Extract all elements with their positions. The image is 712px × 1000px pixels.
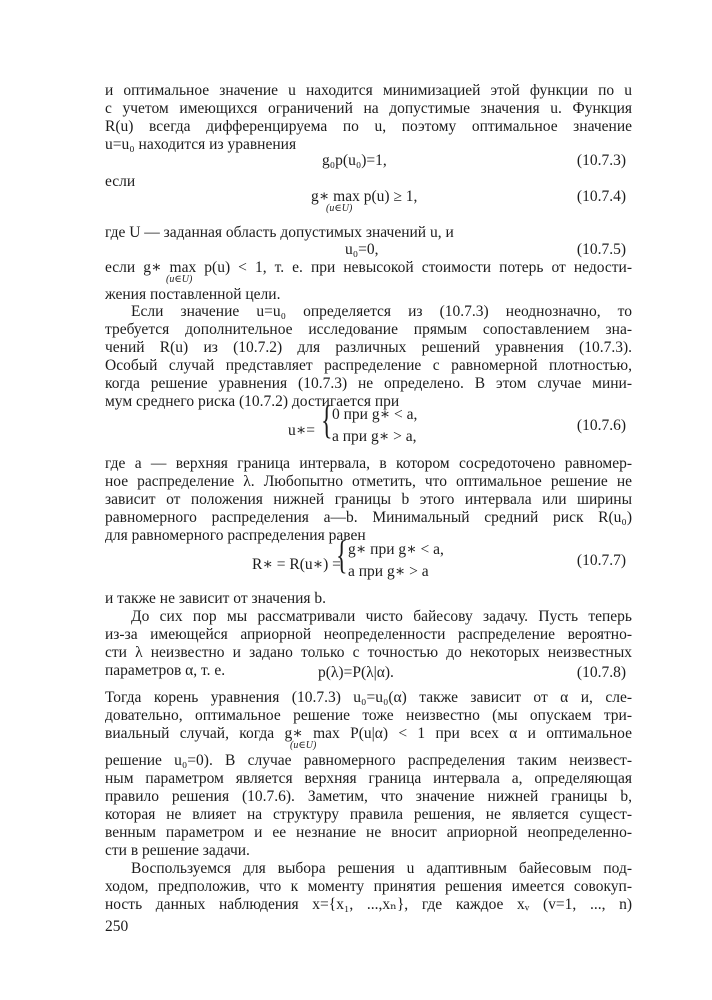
equation-10-7-5: u₀=0, [345, 241, 379, 258]
text-line: Если значение u=u₀ определяется из (10.7.3) неоднозначно, то [131, 303, 632, 320]
text-line: и оптимальное значение u находится минимизацией этой функции по u [105, 82, 632, 99]
brace-symbol: { [321, 397, 333, 442]
text-line: зависит от положения нижней границы b этого интервала или ширины [105, 491, 632, 508]
equation-10-7-8: p(λ)=P(λ|α). [318, 664, 394, 681]
text-line: правило решения (10.7.6). Заметим, что значение нижней границы b, [105, 788, 632, 805]
text-line: Тогда корень уравнения (10.7.3) u₀=u₀(α) также зависит от α и, сле- [105, 689, 632, 706]
text-line: мум среднего риска (10.7.2) достигается при [105, 393, 400, 410]
text-line: сти λ неизвестно и задано только с точностью до некоторых неизвестных [105, 644, 632, 661]
text-line: ходом, предположив, что к моменту принятия решения имеется совокуп- [105, 878, 632, 895]
text-line: из-за имеющейся априорной неопределенности распределение вероятно- [105, 626, 632, 643]
equation-number: (10.7.8) [576, 664, 626, 681]
text-line: Воспользуемся для выбора решения u адаптивным байесовым под- [131, 860, 632, 877]
equation-subscript: (u∈U) [166, 274, 193, 285]
equation-case: a при g∗ > a [348, 563, 429, 580]
text-line: когда решение уравнения (10.7.3) не определено. В этом случае мини- [105, 375, 632, 392]
equation-case: g∗ при g∗ < a, [348, 541, 444, 558]
text-line: u=u₀ находится из уравнения [105, 136, 297, 153]
text-line: До сих пор мы рассматривали чисто байесову задачу. Пусть теперь [131, 608, 632, 625]
page-number: 250 [105, 918, 129, 935]
text-line: Особый случай представляет распределение с равномерной плотностью, [105, 357, 632, 374]
text-line: требуется дополнительное исследование прямым сопоставлением зна- [105, 321, 632, 338]
equation-number: (10.7.3) [576, 152, 626, 169]
text-line: сти в решение задачи. [105, 842, 250, 859]
text-line: если [105, 173, 136, 190]
equation-case: a при g∗ > a, [332, 428, 417, 445]
text-line: виальный случай, когда g∗ max P(u|α) < 1 при всех α и оптимальное [105, 725, 632, 742]
text-line: жения поставленной цели. [105, 286, 281, 303]
equation-subscript: (u∈U) [326, 203, 353, 214]
text-line: ным параметром является верхняя граница интервала a, определяющая [105, 770, 632, 787]
text-line: довательно, оптимальное решение тоже неизвестно (мы опускаем три- [105, 707, 632, 724]
text-line: если g∗ max p(u) < 1, т. е. при невысокой стоимости потерь от недости- [105, 259, 632, 276]
equation-number: (10.7.6) [576, 417, 626, 434]
equation-10-7-4: g∗ max p(u) ≥ 1, [311, 188, 418, 205]
text-line: ное распределение λ. Любопытно отметить, что оптимальное решение не [105, 473, 632, 490]
text-line: с учетом имеющихся ограничений на допустимые значения u. Функция [105, 100, 632, 117]
text-line: R(u) всегда дифференцируема по u, поэтому оптимальное значение [105, 118, 632, 135]
equation-case: 0 при g∗ < a, [332, 406, 418, 423]
equation-subscript: (u∈U) [290, 740, 317, 751]
equation-lhs: R∗ = R(u∗) = [252, 556, 341, 573]
text-line: решение u₀=0). В случае равномерного распределения таким неизвест- [105, 752, 632, 769]
equation-10-7-3: g₀p(u₀)=1, [322, 152, 387, 169]
text-line: чений R(u) из (10.7.2) для различных решений уравнения (10.7.3). [105, 339, 632, 356]
brace-symbol: { [336, 532, 348, 577]
text-line: для равномерного распределения равен [105, 527, 366, 544]
text-line: венным параметром и ее незнание не вносит априорной неопределенно- [105, 824, 632, 841]
text-line: где U — заданная область допустимых значений u, и [105, 224, 454, 241]
text-line: и также не зависит от значения b. [105, 590, 327, 607]
equation-number: (10.7.4) [576, 188, 626, 205]
text-line: равномерного распределения a—b. Минимальный средний риск R(u₀) [105, 509, 632, 526]
text-line: параметров α, т. е. [105, 662, 226, 679]
text-line: где a — верхняя граница интервала, в котором сосредоточено равномер- [105, 455, 632, 472]
equation-lhs: u∗= [288, 422, 316, 439]
text-line: ность данных наблюдения x={x₁, ...,xₙ}, где каждое xᵥ (v=1, ..., n) [105, 896, 632, 913]
equation-number: (10.7.5) [576, 241, 626, 258]
text-line: которая не влияет на структуру правила решения, не является сущест- [105, 806, 632, 823]
equation-number: (10.7.7) [576, 552, 626, 569]
